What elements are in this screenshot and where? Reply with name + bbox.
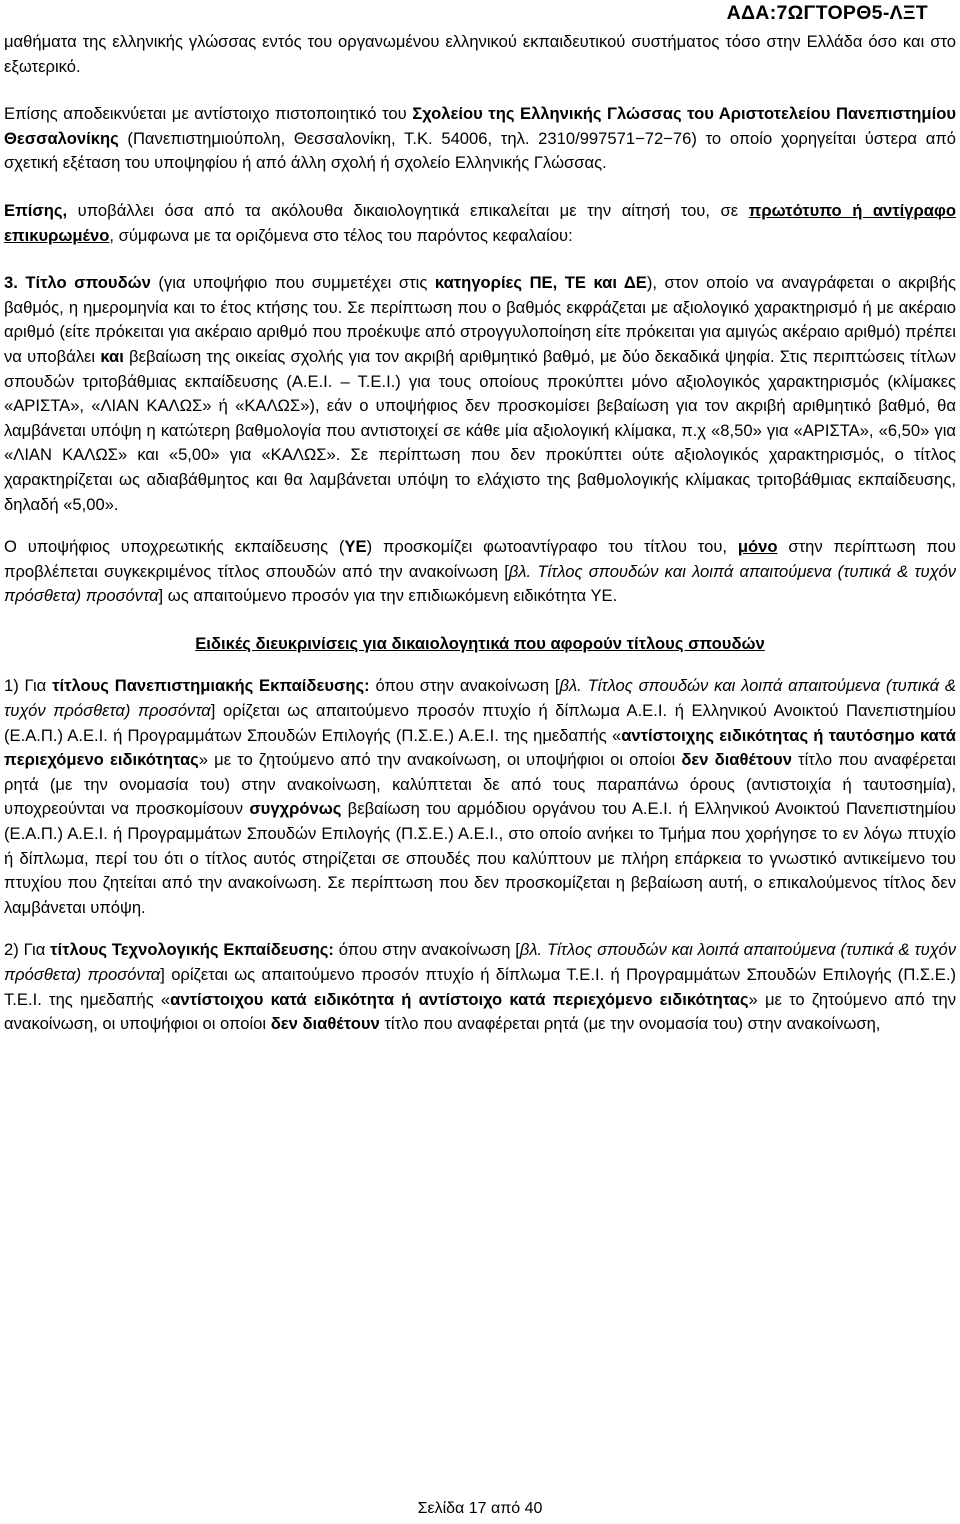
- text-run: Επίσης αποδεικνύεται με αντίστοιχο πιστοποιητικό του: [4, 104, 413, 124]
- text-run: ), στον οποίο να αναγράφεται ο ακριβής βαθμός, η ημερομηνία και το έτος κτήσης του. Σε περίπτωση που ο βαθμός εκφράζεται με αξιολογικό χαρακτηρισμό ή με ακέραιο αριθμό (είτε πρόκειται για ακέραιο αριθμό που προέκυψε από στρογγυλοποίηση είτε πρόκειται για αμιγώς ακέραιο αριθμό) πρέπει να υποβάλει: [4, 273, 956, 366]
- text-run: » με το ζητούμενο από την ανακοίνωση, οι υποψήφιοι οι οποίοι: [198, 750, 682, 770]
- text-run: όπου στην ανακοίνωση [: [369, 676, 560, 696]
- italic-run: βλ. Τίτλος σπουδών και λοιπά απαιτούμενα (τυπικά & τυχόν πρόσθετα) προσόντα: [4, 940, 956, 984]
- text-run: ) προσκομίζει φωτοαντίγραφο του τίτλου του,: [366, 537, 738, 557]
- bold-underline-run: πρωτότυπο ή αντίγραφο επικυρωμένο: [4, 200, 956, 245]
- text-run: (για υποψήφιο που συμμετέχει στις: [150, 273, 435, 293]
- paragraph-greek-language-continuation: [4, 30, 956, 79]
- paragraph-certificate-school: [4, 102, 956, 176]
- text-run: βεβαίωση της οικείας σχολής για τον ακριβή αριθμητικό βαθμό, με δύο δεκαδικά ψηφία. Στις περιπτώσεις τίτλων σπουδών τριτοβάθμιας εκπαίδευσης (Α.Ε.Ι. – Τ.Ε.Ι.) για τους οποίους προκύπτει μόνο αξιολογικός χαρακτηρισμός (κλίμακες «ΑΡΙΣΤΑ», «ΛΙΑΝ ΚΑΛΩΣ» ή «ΚΑΛΩΣ»), εάν ο υποψήφιος δεν προσκομίσει βεβαίωση για τον ακριβή αριθμητικό βαθμό, θα λαμβάνεται υπόψη η κατώτερη βαθμολογία που αντιστοιχεί σε κάθε μία αξιολογική κλίμακα, π.χ «8,50» για «ΑΡΙΣΤΑ», «6,50» για «ΛΙΑΝ ΚΑΛΩΣ» και «5,00» για «ΚΑΛΩΣ». Σε περίπτωση που δεν προκύπτει ούτε αξιολογικός χαρακτηρισμός, ο τίτλος χαρακτηρίζεται ως αδιαβάθμητος και θα λαμβάνεται υπόψη το ελάχιστο της βαθμολογικής κλίμακας τριτοβάθμιας εκπαίδευσης, δηλαδή «5,00».: [4, 346, 956, 514]
- bold-run: δεν διαθέτουν: [270, 1014, 380, 1034]
- text-run: 2) Για: [4, 940, 51, 960]
- text-run: μαθήματα της ελληνικής γλώσσας εντός του οργανωμένου ελληνικού εκπαιδευτικού συστήματος τόσο στην Ελλάδα όσο και στο εξωτερικό.: [4, 32, 956, 76]
- text-run: τίτλο που αναφέρεται ρητά (με την ονομασία του) στην ανακοίνωση, καλύπτεται δε από τους παραπάνω όρους (αντιστοιχία ή ταυτοσημία), υποχρεούνται να προσκομίσουν: [4, 750, 956, 819]
- text-run: ] ως απαιτούμενο προσόν για την επιδιωκόμενη ειδικότητα ΥΕ.: [158, 586, 618, 606]
- document-body: [4, 30, 956, 1037]
- text-run: (Πανεπιστημιούπολη, Θεσσαλονίκη, Τ.Κ. 54006, τηλ. 2310/997571−72−76) το οποίο χορηγείται ύστερα από σχετική εξέταση του υποψηφίου ή από άλλη σχολή ή σχολείο Ελληνικής Γλώσσας.: [4, 128, 956, 173]
- paragraph-university-titles: [4, 674, 956, 920]
- italic-run: βλ. Τίτλος σπουδών και λοιπά απαιτούμενα (τυπικά & τυχόν πρόσθετα) προσόντα: [4, 561, 956, 606]
- text-run: ] ορίζεται ως απαιτούμενο προσόν πτυχίο ή δίπλωμα Τ.Ε.Ι. ή Προγραμμάτων Σπουδών Επιλογής (Π.Σ.Ε.) Τ.Ε.Ι. της ημεδαπής «: [4, 965, 956, 1009]
- paragraph-technological-titles: [4, 938, 956, 1036]
- bold-run: κατηγορίες ΠΕ, ΤΕ και ΔΕ: [434, 273, 647, 293]
- bold-run: ΥΕ: [344, 537, 367, 557]
- bold-run: τίτλους Τεχνολογικής Εκπαίδευσης:: [50, 940, 334, 960]
- bold-run: Σχολείου της Ελληνικής Γλώσσας του Αριστοτελείου Πανεπιστημίου Θεσσαλονίκης: [4, 104, 956, 148]
- bold-run: τίτλους Πανεπιστημιακής Εκπαίδευσης:: [52, 676, 370, 696]
- text-run: όπου στην ανακοίνωση [: [333, 940, 520, 960]
- bold-run: αντίστοιχου κατά ειδικότητα ή αντίστοιχο κατά περιεχόμενο ειδικότητας: [170, 989, 749, 1009]
- text-run: 1) Για: [4, 676, 53, 696]
- text-run: τίτλο που αναφέρεται ρητά (με την ονομασία του) στην ανακοίνωση,: [379, 1014, 881, 1034]
- bold-run: δεν διαθέτουν: [681, 750, 792, 770]
- bold-run: 3. Τίτλο σπουδών: [4, 273, 151, 293]
- ada-code: ΑΔΑ:7ΩΓΤΟΡΘ5-ΛΞΤ: [726, 2, 928, 24]
- italic-run: βλ. Τίτλος σπουδών και λοιπά απαιτούμενα (τυπικά & τυχόν πρόσθετα) προσόντα: [4, 676, 957, 721]
- text-run: ] ορίζεται ως απαιτούμενο προσόν πτυχίο ή δίπλωμα Α.Ε.Ι. ή Ελληνικού Ανοικτού Πανεπιστημίου (Ε.Α.Π.) Α.Ε.Ι. ή Προγραμμάτων Σπουδών Επιλογής (Π.Σ.Ε.) Α.Ε.Ι. της ημεδαπής «: [4, 701, 956, 745]
- bold-run: Επίσης,: [4, 200, 68, 220]
- section-title: Ειδικές διευκρινίσεις για δικαιολογητικά που αφορούν τίτλους σπουδών: [195, 633, 765, 653]
- bold-run: και: [100, 346, 124, 366]
- text-run: βεβαίωση του αρμόδιου οργάνου του Α.Ε.Ι. ή Ελληνικού Ανοικτού Πανεπιστημίου (Ε.Α.Π.) Α.Ε.Ι. ή Προγραμμάτων Σπουδών Επιλογής (Π.Σ.Ε.) Α.Ε.Ι., στο οποίο ανήκει το Τμήμα που χορήγησε το εν λόγω πτυχίο ή δίπλωμα, περί του ότι ο τίτλος αυτός στηρίζεται σε σπουδές που καλύπτουν με πλήρη επάρκεια το γνωστικό αντικείμενο του πτυχίου που ζητείται από την ανακοίνωση. Σε περίπτωση που δεν προσκομίζεται η βεβαίωση αυτή, ο επικαλούμενος τίτλος δεν λαμβάνεται υπόψη.: [4, 799, 956, 917]
- text-run: στην περίπτωση που προβλέπεται συγκεκριμένος τίτλος σπουδών από την ανακοίνωση [: [4, 537, 957, 581]
- text-run: Ο υποψήφιος υποχρεωτικής εκπαίδευσης (: [4, 537, 345, 557]
- paragraph-compulsory-education: [4, 535, 956, 609]
- text-run: , σύμφωνα με τα οριζόμενα στο τέλος του παρόντος κεφαλαίου:: [109, 225, 573, 245]
- bold-underline-run: μόνο: [737, 537, 778, 557]
- paragraph-supporting-documents: [4, 199, 956, 248]
- bold-run: αντίστοιχης ειδικότητας ή ταυτόσημο κατά περιεχόμενο ειδικότητας: [4, 725, 956, 770]
- text-run: » με το ζητούμενο από την ανακοίνωση, οι υποψήφιοι οι οποίοι: [4, 989, 956, 1034]
- paragraph-degree-title: [4, 271, 956, 517]
- text-run: υποβάλλει όσα από τα ακόλουθα δικαιολογητικά επικαλείται με την αίτησή του, σε: [67, 200, 749, 220]
- page-number: Σελίδα 17 από 40: [417, 1500, 543, 1517]
- bold-run: συγχρόνως: [249, 799, 342, 819]
